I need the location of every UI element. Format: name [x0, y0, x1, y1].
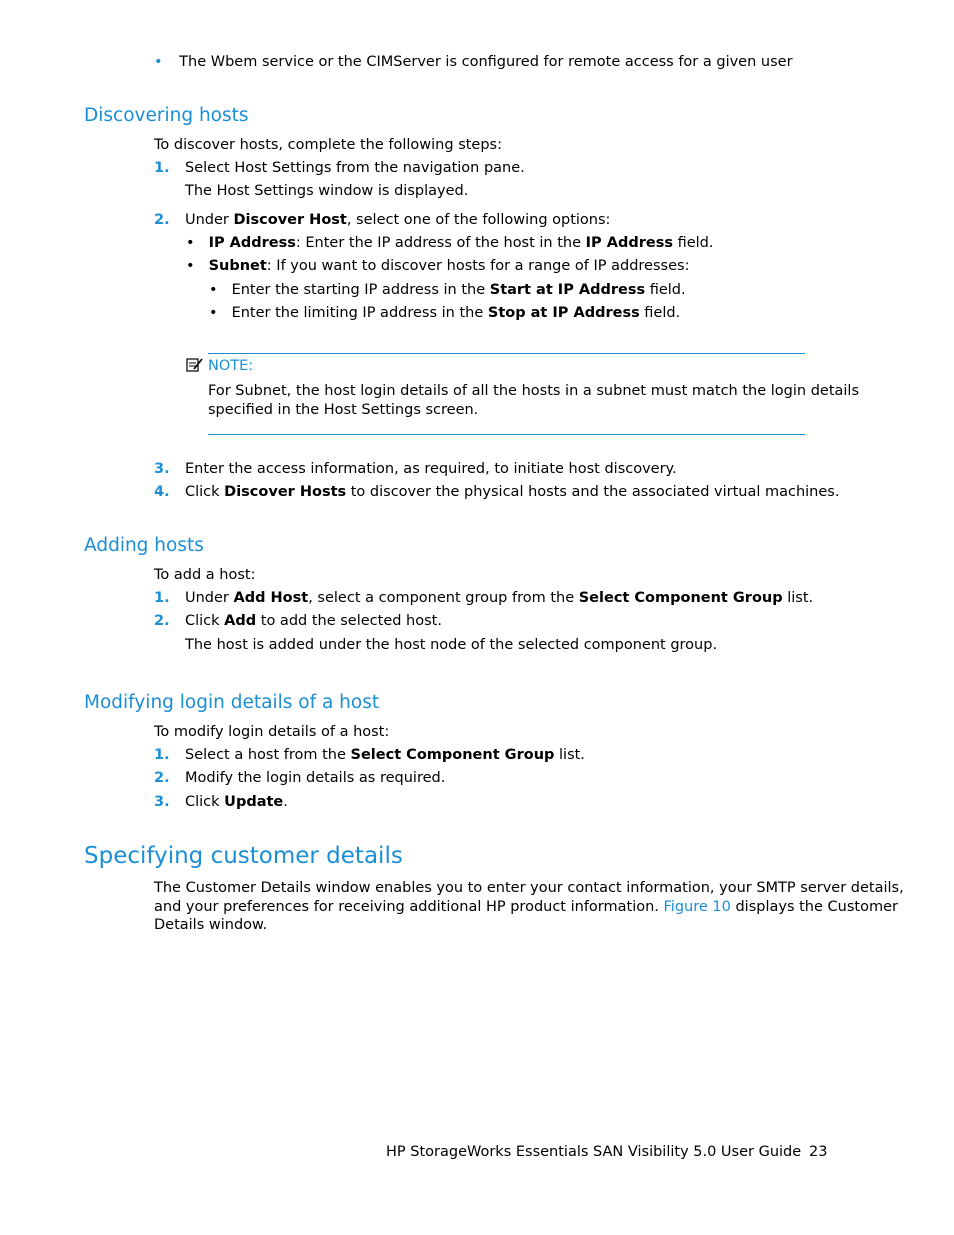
- step-number: 1.: [154, 160, 170, 176]
- note-bottom-rule: [208, 434, 805, 435]
- step-text: Modify the login details as required.: [185, 770, 446, 786]
- step-result: The Host Settings window is displayed.: [185, 183, 469, 199]
- step-text: Under Discover Host, select one of the following options:: [185, 212, 611, 228]
- note-top-rule: [208, 353, 805, 354]
- page-number: 23: [809, 1144, 828, 1160]
- note-text-line2: specified in the Host Settings screen.: [208, 402, 479, 418]
- top-bullet-item: [154, 54, 793, 70]
- adding-intro: To add a host:: [154, 567, 256, 583]
- step-number: 2.: [154, 212, 170, 228]
- step-result: The host is added under the host node of the selected component group.: [185, 637, 718, 653]
- option-ip-address: • IP Address: Enter the IP address of the host in the IP Address field.: [186, 235, 714, 251]
- note-label: NOTE:: [208, 358, 254, 374]
- step-number: 1.: [154, 590, 170, 606]
- customer-paragraph-line1: The Customer Details window enables you to enter your contact information, your SMTP server details,: [154, 880, 904, 896]
- note-text-line1: For Subnet, the host login details of all the hosts in a subnet must match the login details: [208, 383, 859, 399]
- section-heading-discovering-hosts: Discovering hosts: [84, 105, 249, 126]
- step-number: 2.: [154, 770, 170, 786]
- customer-paragraph-line2: and your preferences for receiving additional HP product information. Figure 10 displays the Customer: [154, 899, 898, 915]
- discovering-intro: To discover hosts, complete the following steps:: [154, 137, 502, 153]
- step-text: Enter the access information, as required, to initiate host discovery.: [185, 461, 677, 477]
- section-heading-adding-hosts: Adding hosts: [84, 535, 204, 556]
- customer-paragraph-line3: Details window.: [154, 917, 268, 933]
- step-number: 2.: [154, 613, 170, 629]
- step-text: Click Add to add the selected host.: [185, 613, 442, 629]
- step-number: 3.: [154, 794, 170, 810]
- section-heading-customer-details: Specifying customer details: [84, 843, 403, 869]
- step-text: Click Update.: [185, 794, 288, 810]
- bullet-text: The Wbem service or the CIMServer is configured for remote access for a given user: [179, 54, 793, 70]
- option-subnet: • Subnet: If you want to discover hosts for a range of IP addresses:: [186, 258, 690, 274]
- step-number: 4.: [154, 484, 170, 500]
- section-heading-modifying-login: Modifying login details of a host: [84, 692, 380, 713]
- figure-10-link[interactable]: Figure 10: [663, 899, 731, 915]
- step-text: Click Discover Hosts to discover the physical hosts and the associated virtual machines.: [185, 484, 840, 500]
- step-number: 1.: [154, 747, 170, 763]
- bullet-marker: •: [154, 54, 163, 70]
- sub-option-stop: • Enter the limiting IP address in the Stop at IP Address field.: [209, 305, 681, 321]
- footer-title: HP StorageWorks Essentials SAN Visibility 5.0 User Guide: [386, 1144, 802, 1160]
- sub-option-start: • Enter the starting IP address in the Start at IP Address field.: [209, 282, 686, 298]
- modifying-intro: To modify login details of a host:: [154, 724, 390, 740]
- step-text: Select Host Settings from the navigation pane.: [185, 160, 525, 176]
- note-icon: [186, 357, 204, 373]
- step-text: Under Add Host, select a component group from the Select Component Group list.: [185, 590, 814, 606]
- step-text: Select a host from the Select Component Group list.: [185, 747, 585, 763]
- step-number: 3.: [154, 461, 170, 477]
